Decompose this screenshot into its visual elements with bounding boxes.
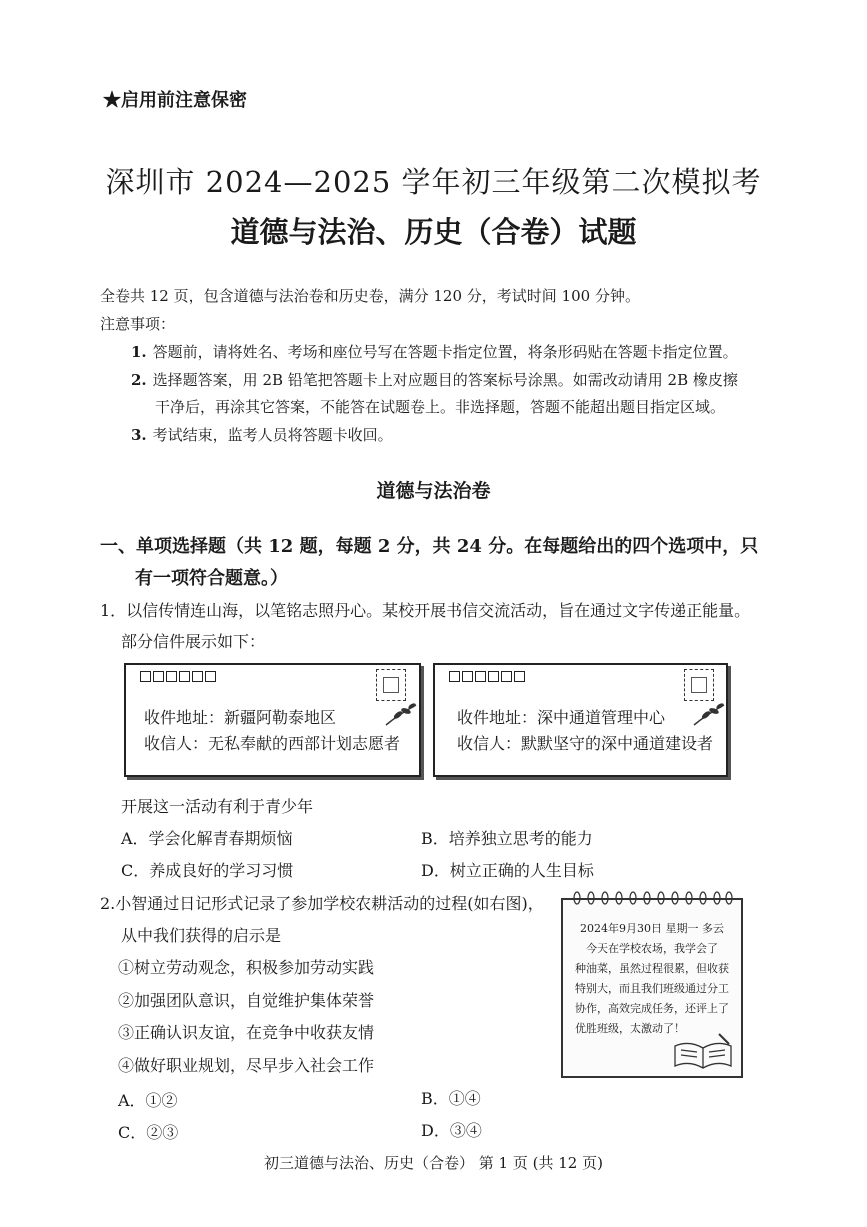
note-text: 考试结束，监考人员将答题卡收回。 — [152, 426, 393, 444]
exam-summary: 全卷共 12 页，包含道德与法治卷和历史卷，满分 120 分，考试时间 100 分钟。 — [100, 287, 640, 305]
option-b: B．培养独立思考的能力 — [421, 829, 593, 848]
part-title: 一、单项选择题（共 12 题，每题 2 分，共 24 分。在每题给出的四个选项中，只 — [100, 536, 759, 557]
option-c: C．②③ — [118, 1123, 179, 1142]
exam-subtitle: 道德与法治、历史（合卷）试题 — [230, 215, 637, 249]
option-a: A．①② — [118, 1091, 178, 1110]
statement-item: ④做好职业规划，尽早步入社会工作 — [118, 1056, 375, 1075]
note-item — [131, 341, 738, 362]
diary-text: 种油菜，虽然过程很累，但收获 — [575, 962, 729, 975]
question-2-stem: 2.小智通过日记形式记录了参加学校农耕活动的过程(如右图)， — [100, 894, 544, 913]
note-item — [131, 424, 393, 445]
binding-rings-icon — [563, 891, 741, 905]
note-number: 3. — [131, 426, 147, 444]
option-b: B．①④ — [421, 1089, 481, 1108]
question-1-stem-continued: 部分信件展示如下： — [121, 632, 266, 651]
diary-date: 2024年9月30日 星期一 多云 — [580, 922, 724, 935]
part-title-continued: 有一项符合题意。） — [135, 568, 288, 589]
page-footer: 初三道德与法治、历史（合卷） 第 1 页 (共 12 页) — [264, 1154, 603, 1172]
statement-item: ①树立劳动观念，积极参加劳动实践 — [118, 958, 375, 977]
diary-text: 优胜班级，太激动了！ — [575, 1022, 685, 1035]
letter-address: 收件地址：深中通道管理中心 — [457, 708, 666, 727]
statement-item: ②加强团队意识，自觉维护集体荣誉 — [118, 991, 375, 1010]
leaf-sprig-icon — [384, 701, 418, 727]
postcode-boxes — [449, 671, 525, 682]
option-a: A．学会化解青春期烦恼 — [121, 829, 293, 848]
note-text-continued: 干净后，再涂其它答案，不能答在试题卷上。非选择题，答题不能超出题目指定区域。 — [155, 398, 726, 416]
notes-label: 注意事项： — [100, 315, 176, 333]
option-d: D．树立正确的人生目标 — [421, 861, 594, 880]
note-text: 选择题答案，用 2B 铅笔把答题卡上对应题目的答案标号涂黑。如需改动请用 2B 橡皮擦 — [152, 371, 738, 389]
letter-envelope — [124, 663, 421, 777]
exam-title: 深圳市 2024—2025 学年初三年级第二次模拟考 — [105, 165, 762, 199]
stamp-icon — [376, 669, 406, 701]
question-1-stem: 1．以信传情连山海，以笔铭志照丹心。某校开展书信交流活动，旨在通过文字传递正能量。 — [100, 601, 751, 620]
diary-illustration — [561, 898, 743, 1078]
confidential-notice: ★启用前注意保密 — [103, 90, 247, 111]
question-2-stem-continued: 从中我们获得的启示是 — [121, 926, 282, 945]
letter-recipient: 收信人：默默坚守的深中通道建设者 — [457, 734, 714, 753]
letter-recipient: 收信人：无私奉献的西部计划志愿者 — [144, 734, 401, 753]
diary-text: 特别大，而且我们班级通过分工 — [575, 982, 729, 995]
note-number: 2. — [131, 371, 147, 389]
stamp-icon — [684, 669, 714, 701]
open-book-icon — [671, 1032, 735, 1072]
option-c: C．养成良好的学习习惯 — [121, 861, 294, 880]
postcode-boxes — [140, 671, 216, 682]
note-text: 答题前，请将姓名、考场和座位号写在答题卡指定位置，将条形码贴在答题卡指定位置。 — [152, 343, 738, 361]
diary-text: 今天在学校农场，我学会了 — [586, 942, 718, 955]
note-item — [131, 369, 738, 390]
section-title: 道德与法治卷 — [376, 480, 491, 502]
diary-text: 协作，高效完成任务，还评上了 — [575, 1002, 729, 1015]
leaf-sprig-icon — [692, 701, 726, 727]
letter-envelope — [433, 663, 728, 777]
letter-address: 收件地址：新疆阿勒泰地区 — [144, 708, 337, 727]
note-number: 1. — [131, 343, 147, 361]
option-d: D．③④ — [421, 1121, 482, 1140]
statement-item: ③正确认识友谊，在竞争中收获友情 — [118, 1023, 375, 1042]
question-1-prompt: 开展这一活动有利于青少年 — [121, 797, 314, 816]
